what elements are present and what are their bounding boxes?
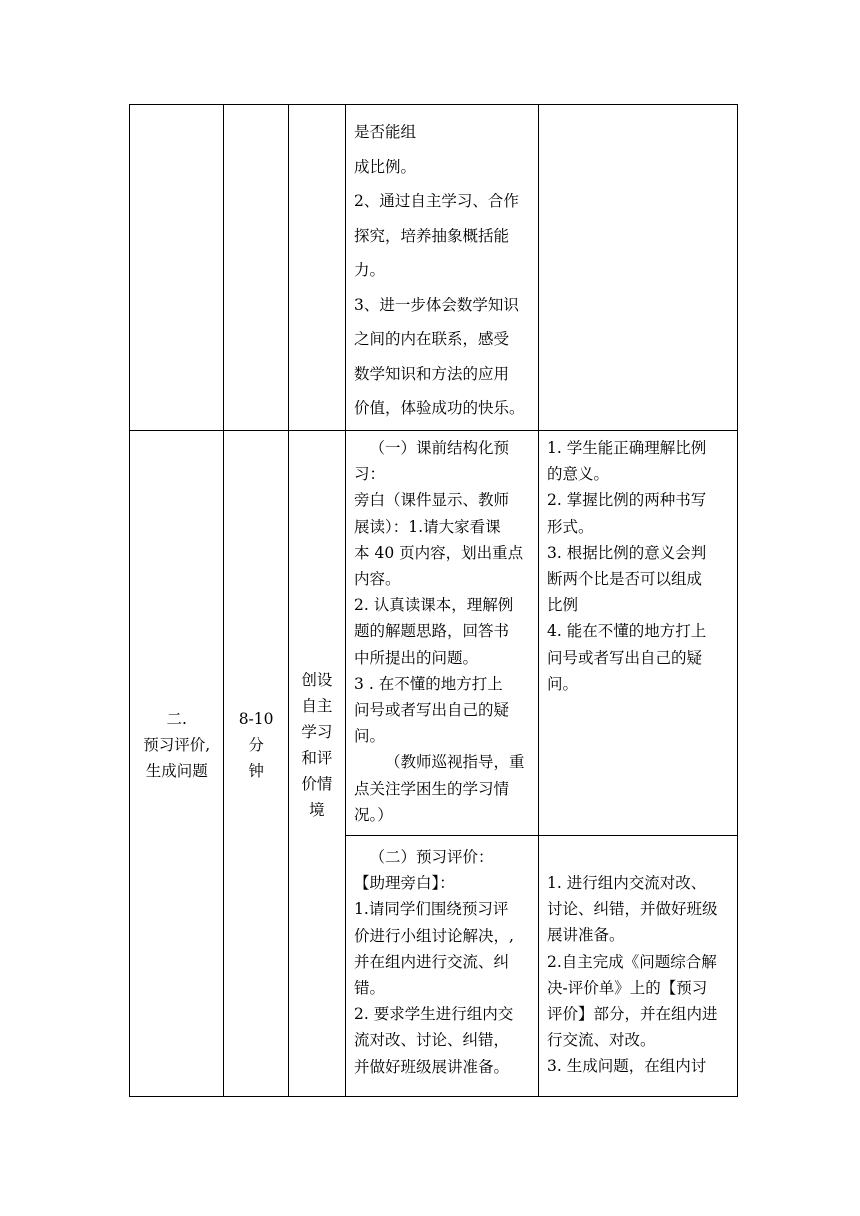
goal-cell-part1 — [538, 431, 737, 836]
table-row — [130, 431, 738, 836]
text-line: 探究，培养抽象概括能 — [354, 226, 510, 245]
text-line: 2. 掌握比例的两种书写 — [546, 491, 707, 510]
situation-line: 自主 — [301, 696, 333, 715]
text-line: 评价】部分，并在组内进 — [546, 1005, 718, 1024]
activity-text — [346, 431, 538, 832]
situation-cell — [288, 431, 345, 1097]
text-line: 【助理旁白】： — [354, 874, 455, 893]
text-line: 问。 — [354, 727, 386, 746]
text-line: 3、进一步体会数学知识 — [354, 295, 519, 314]
stage-label — [130, 706, 223, 784]
text-line: 1. 学生能正确理解比例 — [546, 439, 707, 457]
stage-cell — [130, 431, 224, 1097]
text-line: 成比例。 — [354, 157, 417, 176]
text-line: 本 40 页内容，划出重点 — [354, 543, 524, 562]
text-line: （教师巡视指导，重 — [385, 753, 525, 772]
lesson-plan-table — [129, 104, 738, 1097]
text-line: 况。） — [354, 805, 393, 824]
text-line: 展读）：1.请大家看课 — [354, 517, 501, 536]
text-line: 数学知识和方法的应用 — [354, 364, 510, 383]
goal-text — [539, 431, 737, 701]
text-line: 的意义。 — [546, 465, 609, 484]
text-line: 是否能组 — [354, 123, 417, 141]
text-line: 问号或者写出自己的疑 — [354, 701, 510, 720]
text-line: 2.自主完成《问题综合解 — [546, 952, 717, 971]
text-line: 中所提出的问题。 — [354, 648, 479, 667]
situation-line: 创设 — [301, 670, 333, 689]
text-line: 力。 — [354, 261, 386, 279]
text-line: 2、通过自主学习、合作 — [354, 192, 519, 210]
text-line: 展讲准备。 — [546, 926, 625, 945]
text-line: 错。 — [354, 979, 386, 998]
time-cell — [224, 431, 288, 1097]
text-line: 1. 进行组内交流对改、 — [546, 874, 707, 892]
text-line: 并在组内进行交流、纠 — [354, 952, 510, 971]
stage-number: 二. — [166, 709, 187, 728]
stage-name-line: 预习评价, — [143, 735, 211, 754]
activity-text — [346, 836, 538, 1084]
time-range: 8-10 — [238, 709, 274, 728]
text-line: 断两个比是否可以组成 — [546, 570, 702, 589]
goal-cell-empty — [538, 105, 737, 431]
text-line: 题的解题思路，回答书 — [354, 622, 510, 641]
text-line: 点关注学困生的学习情 — [354, 779, 510, 798]
objectives-cell — [346, 105, 539, 431]
text-line: 1.请同学们围绕预习评 — [354, 900, 509, 919]
text-line: 讨论、纠错，并做好班级 — [546, 900, 718, 919]
objectives-text — [346, 105, 538, 430]
table-row — [130, 105, 738, 431]
text-line: 决-评价单》上的【预习 — [546, 978, 708, 997]
text-line: 3. 根据比例的意义会判 — [546, 543, 707, 562]
text-line: 3 . 在不懂的地方打上 — [354, 674, 503, 693]
situation-cell-empty — [288, 105, 345, 431]
goal-text — [539, 836, 737, 1084]
time-unit-line: 钟 — [248, 761, 264, 780]
text-line: 并做好班级展讲准备。 — [354, 1057, 510, 1076]
situation-line: 境 — [309, 800, 325, 819]
stage-cell-empty — [130, 105, 224, 431]
situation-line: 和评 — [301, 748, 333, 767]
text-line: 4. 能在不懂的地方打上 — [546, 622, 707, 641]
activity-cell-part2 — [346, 836, 539, 1097]
text-line: 行交流、对改。 — [546, 1031, 656, 1050]
goal-cell-part2 — [538, 836, 737, 1097]
text-line: 之间的内在联系，感受 — [354, 330, 510, 348]
stage-name-line: 生成问题 — [145, 761, 208, 780]
text-line: 流对改、讨论、纠错， — [354, 1031, 510, 1050]
text-line: 价值，体验成功的快乐。 — [354, 399, 525, 417]
situation-line: 学习 — [301, 722, 333, 741]
text-line: 3. 生成问题，在组内讨 — [546, 1057, 707, 1076]
text-line: 2. 认真读课本，理解例 — [354, 596, 514, 615]
text-line: （二）预习评价： — [369, 848, 494, 866]
situation-line: 价情 — [301, 774, 333, 793]
text-line: 问号或者写出自己的疑 — [546, 648, 702, 667]
activity-cell-part1 — [346, 431, 539, 836]
text-line: 比例 — [546, 596, 578, 615]
text-line: 形式。 — [546, 517, 594, 536]
situation-label — [289, 667, 345, 823]
time-unit-line: 分 — [248, 735, 264, 754]
text-line: 问。 — [546, 674, 578, 693]
text-line: 价进行小组讨论解决，, — [354, 926, 514, 945]
time-cell-empty — [224, 105, 288, 431]
text-line: 旁白（课件显示、教师 — [354, 491, 510, 510]
text-line: 内容。 — [354, 570, 401, 589]
text-line: （一）课前结构化预习： — [354, 439, 510, 484]
text-line: 2. 要求学生进行组内交 — [354, 1005, 514, 1024]
time-label — [224, 706, 287, 784]
